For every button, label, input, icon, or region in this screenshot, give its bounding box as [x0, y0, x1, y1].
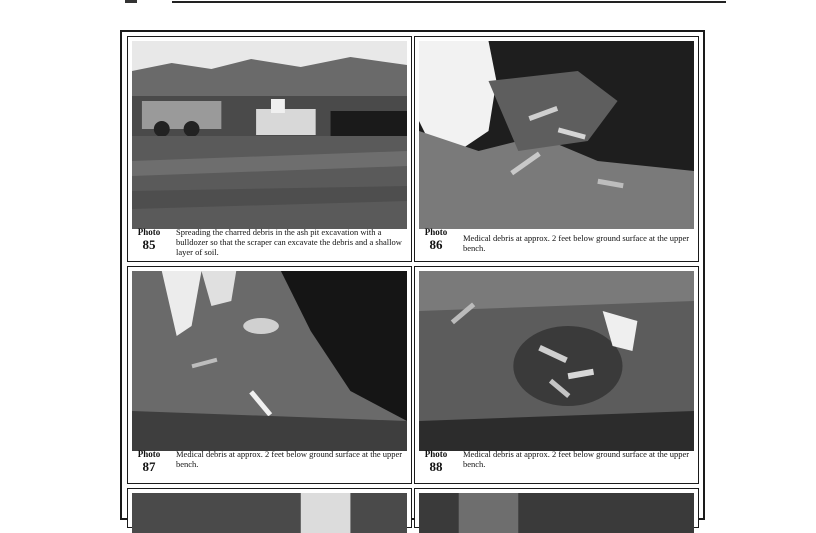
photo-85-label [134, 227, 164, 253]
photo-number: 88 [429, 459, 443, 474]
photo-85-caption [132, 227, 407, 259]
photo-cell-88 [414, 266, 699, 484]
photo-87-image [132, 271, 407, 451]
photo-86-label [421, 227, 451, 253]
photo-cell-87 [127, 266, 412, 484]
photo-log-grid [120, 30, 705, 520]
photo-85-description: Spreading the charred debris in the ash pit excavation with a bulldozer so that the scraper can excavate the debris and a shallow layer of soil. [176, 227, 402, 257]
photo-87-caption [132, 449, 407, 481]
photo-88-image [419, 271, 694, 451]
photo-cell-86 [414, 36, 699, 262]
photo-word: Photo [137, 227, 161, 237]
header-rule [172, 1, 726, 3]
photo-87-label [134, 449, 164, 475]
photo-number: 86 [429, 237, 443, 252]
photo-86-description: Medical debris at approx. 2 feet below ground surface at the upper bench. [463, 233, 690, 253]
photo-partial-left-image [132, 493, 407, 533]
photo-88-caption [419, 449, 694, 481]
photo-86-image [419, 41, 694, 229]
photo-word: Photo [424, 449, 448, 459]
photo-85-image [132, 41, 407, 229]
photo-88-label [421, 449, 451, 475]
photo-cell-85 [127, 36, 412, 262]
photo-number: 85 [142, 237, 156, 252]
photo-87-description: Medical debris at approx. 2 feet below ground surface at the upper bench. [176, 449, 403, 469]
photo-88-description: Medical debris at approx. 2 feet below ground surface at the upper bench. [463, 449, 690, 469]
photo-word: Photo [137, 449, 161, 459]
photo-word: Photo [424, 227, 448, 237]
header-mark [125, 0, 137, 3]
photo-partial-right-image [419, 493, 694, 533]
photo-86-caption [419, 227, 694, 259]
photo-number: 87 [142, 459, 156, 474]
photo-cell-partial-left [127, 488, 412, 528]
photo-cell-partial-right [414, 488, 699, 528]
